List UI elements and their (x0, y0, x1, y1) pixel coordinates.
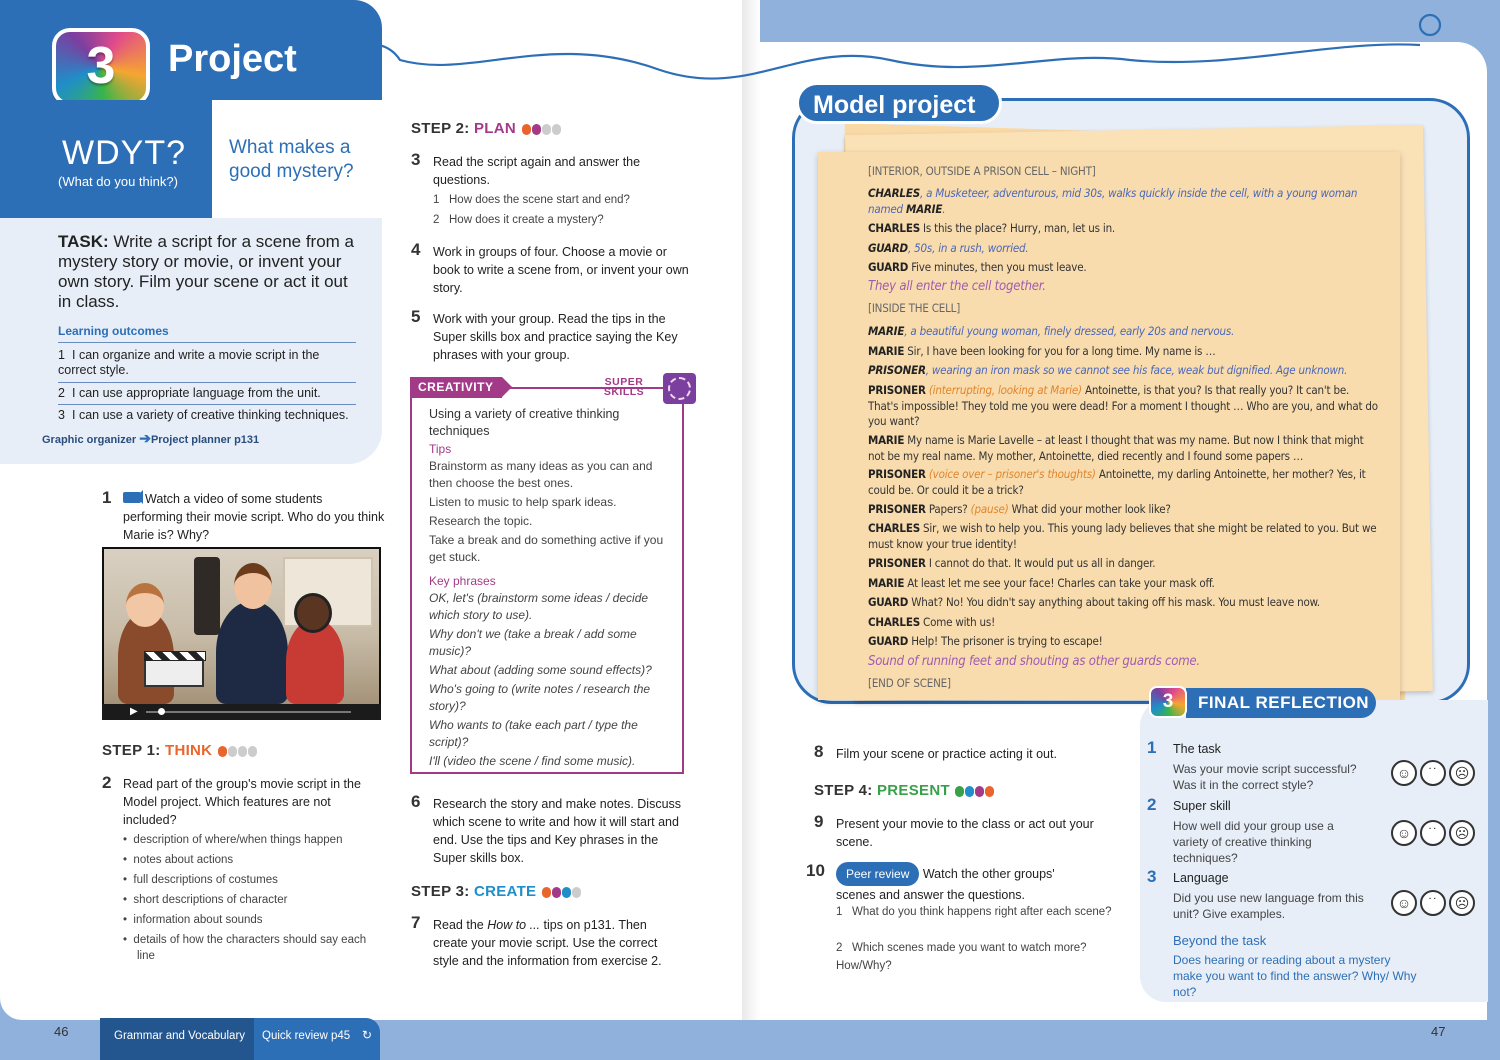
step-2-heading (411, 120, 561, 137)
divider (58, 382, 356, 383)
task-text (58, 232, 358, 312)
script-line (868, 186, 1380, 217)
video-thumbnail (104, 549, 379, 704)
list-item: • description of where/when things happen (123, 834, 343, 846)
reflection-number: 2 (1147, 795, 1157, 814)
progress-dot (542, 124, 551, 135)
acting-note: (pause) (970, 502, 1012, 516)
character-name: MARIE (868, 324, 905, 338)
reflection-heading: Super skill (1173, 799, 1231, 813)
page-title: Project (168, 38, 297, 80)
exercise-1-text: Watch a video of some students performing their movie script. Who do you think Marie is? Why? (123, 492, 385, 542)
character-name: MARIE (906, 201, 943, 216)
stage-direction: Sound of running feet and shouting as other guards come. (868, 654, 1200, 669)
outcome-number: 3 (58, 408, 65, 422)
reflection-heading: The task (1173, 742, 1221, 756)
text-part-italic: How to ... (487, 918, 541, 932)
creativity-tag: CREATIVITY (410, 377, 502, 398)
exercise-10-body: Watch the other groups' scenes and answer the questions. (836, 867, 1055, 902)
progress-dot (248, 746, 257, 757)
progress-dot (218, 746, 227, 757)
progress-dot (522, 124, 531, 135)
script-line (868, 260, 1380, 276)
step-1-heading (102, 742, 257, 759)
super-skills-intro: Using a variety of creative thinking techniques (429, 407, 620, 438)
scene-heading: [INTERIOR, OUTSIDE A PRISON CELL – NIGHT] (868, 164, 1096, 178)
bullet-text: full descriptions of costumes (133, 874, 278, 886)
character-name: PRISONER (868, 467, 926, 481)
film-clapperboard (144, 659, 204, 687)
step-label: STEP 3: (411, 883, 474, 900)
graphic-organizer-link[interactable] (42, 430, 259, 447)
list-item: • information about sounds (123, 914, 263, 926)
progress-dot (562, 887, 571, 898)
progress-dot (532, 124, 541, 135)
outcome-number: 1 (58, 348, 65, 362)
dialogue: I cannot do that. It would put us all in danger. (925, 556, 1156, 570)
sub-question (433, 211, 604, 229)
beyond-the-task-heading: Beyond the task (1173, 933, 1267, 948)
step-word: THINK (164, 742, 213, 759)
script-line (868, 467, 1380, 498)
exercise-7-text (433, 916, 685, 970)
progress-dot (542, 887, 551, 898)
key-phrase: OK, let's (brainstorm some ideas / decide which story to use). (429, 591, 649, 622)
character-name: MARIE (868, 344, 905, 358)
list-item: • notes about actions (123, 854, 234, 866)
script-line (868, 433, 1380, 464)
script-line (868, 324, 1380, 340)
character-name: PRISONER (868, 502, 926, 516)
dialogue: Antoinette, my darling Antoinette, her mother? Yes, it could be. Or could it be a trick? (868, 467, 1366, 497)
page-gutter (742, 0, 760, 1020)
learning-outcome (58, 348, 358, 378)
student-head (294, 593, 332, 633)
tip-item: Listen to music to help spark ideas. (429, 495, 617, 509)
video-player[interactable] (102, 547, 381, 720)
progress-dot (238, 746, 247, 757)
wdyt-title: WDYT? (62, 134, 186, 172)
tip-item: Take a break and do something active if you get stuck. (429, 533, 664, 564)
progress-dot (985, 786, 994, 797)
stage-direction: They all enter the cell together. (868, 279, 1046, 294)
student-boy-center (216, 601, 288, 704)
key-phrase: Why don't we (take a break / add some music)? (429, 627, 637, 658)
video-progress-track[interactable] (146, 711, 351, 713)
key-phrase: Who wants to (take each part / type the script)? (429, 718, 638, 749)
rating-faces[interactable] (1391, 820, 1475, 846)
dialogue: Help! The prisoner is trying to escape! (908, 634, 1103, 648)
sub-text: Which scenes made you want to watch more? How/Why? (836, 942, 1087, 972)
character-name: GUARD (868, 260, 909, 274)
character-description: MARIE, a beautiful young woman, finely dressed, early 20s and nervous. (868, 324, 1235, 338)
step-label: STEP 4: (814, 782, 877, 799)
unit-number: 3 (1162, 691, 1174, 712)
reflection-question: Was your movie script successful? Was it in the correct style? (1173, 762, 1357, 792)
key-phrase: Who's going to (write notes / research the story)? (429, 682, 651, 713)
character-name: GUARD (868, 241, 908, 255)
exercise-6-text: Research the story and make notes. Discuss which scene to write and how it will start and end. Use the tips and Key phrases in the Super skills box. (433, 797, 682, 865)
list-item: • short descriptions of character (123, 894, 288, 906)
progress-dot (965, 786, 974, 797)
sub-number: 2 (836, 942, 843, 954)
dialogue: My name is Marie Lavelle – at least I thought that was my name. But now I think that might not be my real name. My mother, Antoinette, died recently and I found some papers … (868, 433, 1364, 463)
sub-text: How does it create a mystery? (449, 214, 604, 226)
exercise-number: 4 (411, 240, 421, 259)
character-name: PRISONER (868, 363, 926, 377)
grammar-vocabulary-label[interactable]: Grammar and Vocabulary (100, 1018, 254, 1060)
dialogue: Five minutes, then you must leave. (908, 260, 1087, 274)
exercise-10-text (836, 862, 1096, 904)
rating-faces[interactable] (1391, 890, 1475, 916)
character-name: GUARD (868, 595, 909, 609)
outcome-number: 2 (58, 386, 65, 400)
sad-face-icon[interactable]: ☹ (1449, 820, 1475, 846)
progress-dot (552, 124, 561, 135)
progress-dot (975, 786, 984, 797)
character-name: PRISONER (868, 556, 926, 570)
progress-dot (572, 887, 581, 898)
peer-review-badge: Peer review (836, 862, 919, 886)
exercise-3-text: Read the script again and answer the questions. (433, 155, 641, 187)
sub-text: How does the scene start and end? (449, 194, 630, 206)
character-name: CHARLES (868, 186, 920, 200)
page-number-right: 47 (1431, 1024, 1446, 1039)
acting-note: (voice over – prisoner's thoughts) (925, 467, 1099, 481)
reflection-number: 1 (1147, 738, 1157, 757)
learning-outcome (58, 408, 358, 423)
dialogue: Sir, we wish to help you. This young lady believes that she might be related to you. But we must know your true identity! (868, 521, 1377, 551)
key-phrase: I'll (video the scene / find some music). (429, 754, 636, 768)
tip-item: Research the topic. (429, 514, 533, 528)
bullet-text: description of where/when things happen (133, 834, 343, 846)
divider (505, 387, 585, 389)
reflection-heading: Language (1173, 871, 1229, 885)
progress-dot (955, 786, 964, 797)
sub-text: What do you think happens right after each scene? (852, 906, 1112, 918)
sad-face-icon[interactable]: ☹ (1449, 760, 1475, 786)
step-4-heading (814, 782, 994, 799)
dialogue: Sir, I have been looking for you for a long time. My name is … (904, 344, 1216, 358)
grandfather-clock (194, 557, 220, 635)
tip-item: Brainstorm as many ideas as you can and then choose the best ones. (429, 459, 653, 490)
sub-question (836, 939, 1116, 975)
character-name: MARIE (868, 433, 905, 447)
dialogue: At least let me see your face! Charles can take your mask off. (904, 576, 1215, 590)
exercise-number: 8 (814, 742, 824, 761)
dialogue: Antoinette, is that you? Is that really you? It can't be. That's impossible! They told me you were dead! For a moment I thought … Who are you, and what do you want? (868, 383, 1378, 428)
step-label: STEP 1: (102, 742, 165, 759)
character-name: CHARLES (868, 615, 920, 629)
neutral-face-icon[interactable]: ˙˙ (1420, 890, 1446, 916)
model-project-title: Model project (796, 82, 1002, 124)
sub-number: 1 (836, 906, 843, 918)
quick-review-link[interactable]: Quick review p45 (262, 1030, 351, 1042)
step-label: STEP 2: (411, 120, 474, 137)
outcome-text: I can use appropriate language from the unit. (72, 386, 321, 400)
final-reflection-title: FINAL REFLECTION (1186, 688, 1376, 718)
sub-question (433, 191, 630, 209)
play-icon[interactable]: ▶ (130, 706, 138, 717)
exercise-number: 7 (411, 913, 421, 932)
unit-number: 3 (86, 37, 116, 95)
happy-face-icon[interactable]: ☺ (1391, 890, 1417, 916)
beyond-the-task-text: Does hearing or reading about a mystery make you want to find the answer? Why/ Why not? (1173, 953, 1417, 999)
dialogue: Papers? (925, 502, 971, 516)
exercise-4-text: Work in groups of four. Choose a movie or book to write a scene from, or invent your own story. (433, 245, 689, 295)
arrow-right-icon: ➔ (139, 430, 151, 446)
dialogue: Is this the place? Hurry, man, let us in. (919, 221, 1116, 235)
happy-face-icon[interactable]: ☺ (1391, 820, 1417, 846)
video-controls[interactable] (102, 704, 381, 720)
script-line (868, 615, 1380, 631)
video-scrubber[interactable] (158, 708, 165, 715)
script-line (868, 502, 1380, 518)
key-phrase: What about (adding some sound effects)? (429, 663, 652, 677)
character-name: CHARLES (868, 221, 920, 235)
script-line (868, 301, 1380, 317)
script-line (868, 521, 1380, 552)
list-item: • full descriptions of costumes (123, 874, 278, 886)
wdyt-subtitle: (What do you think?) (58, 174, 178, 189)
tips-heading: Tips (429, 442, 452, 456)
script-line (868, 363, 1380, 379)
learning-outcome (58, 386, 358, 401)
bullet-text: details of how the characters should say each line (133, 934, 367, 962)
divider (58, 342, 356, 343)
step-word: PLAN (473, 120, 517, 137)
super-skills-content (429, 406, 677, 770)
happy-face-icon[interactable]: ☺ (1391, 760, 1417, 786)
exercise-2-text: Read part of the group's movie script in the Model project. Which features are not included? (123, 777, 361, 827)
step-word: PRESENT (876, 782, 950, 799)
exercise-number: 9 (814, 812, 824, 831)
character-description: GUARD, 50s, in a rush, worried. (868, 241, 1029, 255)
bullet-text: notes about actions (133, 854, 234, 866)
swirl-icon: ↻ (362, 1028, 373, 1042)
reflection-question: Did you use new language from this unit? Give examples. (1173, 891, 1364, 921)
script-line (868, 576, 1380, 592)
super-skills-word: SKILLS (603, 386, 645, 398)
acting-note: (interrupting, looking at Marie) (925, 383, 1085, 397)
dialogue: Come with us! (919, 615, 996, 629)
exercise-number: 10 (806, 861, 825, 880)
character-name: PRISONER (868, 383, 926, 397)
scene-heading: [INSIDE THE CELL] (868, 301, 961, 315)
exercise-number: 2 (102, 773, 112, 792)
graphic-organizer-label: Graphic organizer (42, 434, 137, 446)
sub-question (836, 903, 1116, 921)
neutral-face-icon[interactable]: ˙˙ (1420, 760, 1446, 786)
exercise-number: 5 (411, 307, 421, 326)
rating-faces[interactable] (1391, 760, 1475, 786)
dialogue: What? No! You didn't say anything about taking off his mask. You must leave now. (908, 595, 1320, 609)
character-name: GUARD (868, 634, 909, 648)
learning-outcomes-title: Learning outcomes (58, 324, 169, 338)
bullet-text: information about sounds (133, 914, 263, 926)
reflection-question: How well did your group use a variety of creative thinking techniques? (1173, 819, 1334, 865)
outcome-text: I can use a variety of creative thinking techniques. (72, 408, 349, 422)
sad-face-icon[interactable]: ☹ (1449, 890, 1475, 916)
text-part: tips on p131. Then create your movie script. Use the correct style and the information from exercise 2. (433, 918, 662, 968)
script-line (868, 634, 1380, 650)
script-line (868, 241, 1380, 257)
progress-dot (228, 746, 237, 757)
key-phrases-heading: Key phrases (429, 574, 496, 588)
script-line (868, 556, 1380, 572)
neutral-face-icon[interactable]: ˙˙ (1420, 820, 1446, 846)
script-line (868, 221, 1380, 237)
big-question: What makes a good mystery? (229, 137, 354, 182)
task-label: TASK: (58, 232, 109, 251)
page-number-left: 46 (54, 1024, 69, 1039)
reflection-number: 3 (1147, 867, 1157, 886)
progress-dot (552, 887, 561, 898)
unit-number-badge (52, 28, 150, 106)
question-panel (212, 100, 382, 218)
exercise-number: 1 (102, 488, 112, 507)
sub-number: 1 (433, 194, 440, 206)
list-item: • details of how the characters should say each line (123, 934, 367, 962)
lightbulb-icon (663, 373, 696, 404)
task-body: Write a script for a scene from a mystery story or movie, or invent your own story. Film your scene or act it out in class. (58, 232, 355, 311)
character-name: MARIE (868, 576, 905, 590)
unit-number-badge (1149, 686, 1187, 718)
character-description: CHARLES, a Musketeer, adventurous, mid 30s, walks quickly inside the cell, with a young woman named MARIE. (868, 186, 1358, 216)
exercise-2-bullets (123, 830, 383, 964)
script-line (868, 344, 1380, 360)
exercise-number: 3 (411, 150, 421, 169)
super-skills-label (588, 377, 660, 397)
step-3-heading (411, 883, 581, 900)
exercise-5-text: Work with your group. Read the tips in the Super skills box and practice saying the Key phrases with your group. (433, 312, 678, 362)
outcome-text: I can organize and write a movie script in the correct style. (58, 348, 320, 377)
character-description: PRISONER, wearing an iron mask so we cannot see his face, weak but dignified. Age unknown. (868, 363, 1348, 377)
script-line (868, 383, 1380, 430)
bullet-text: short descriptions of character (133, 894, 288, 906)
scene-heading: [END OF SCENE] (868, 676, 951, 690)
text-part: Read the (433, 918, 488, 932)
super-skills-word: SUPER (604, 376, 644, 388)
exercise-9-text: Present your movie to the class or act out your scene. (836, 817, 1094, 849)
script-line (868, 164, 1380, 180)
student-head (234, 563, 272, 609)
sub-number: 2 (433, 214, 440, 226)
step-word: CREATE (473, 883, 537, 900)
exercise-number: 6 (411, 792, 421, 811)
character-name: CHARLES (868, 521, 920, 535)
grammar-vocabulary-bar[interactable] (100, 1018, 380, 1060)
exercise-8-text: Film your scene or practice acting it out. (836, 747, 1057, 761)
script-line (868, 654, 1380, 670)
project-planner-link[interactable]: Project planner p131 (150, 434, 260, 446)
student-head (126, 583, 164, 627)
script-line (868, 279, 1380, 295)
divider (58, 404, 356, 405)
script-line (868, 595, 1380, 611)
dialogue: What did your mother look like? (1011, 502, 1171, 516)
